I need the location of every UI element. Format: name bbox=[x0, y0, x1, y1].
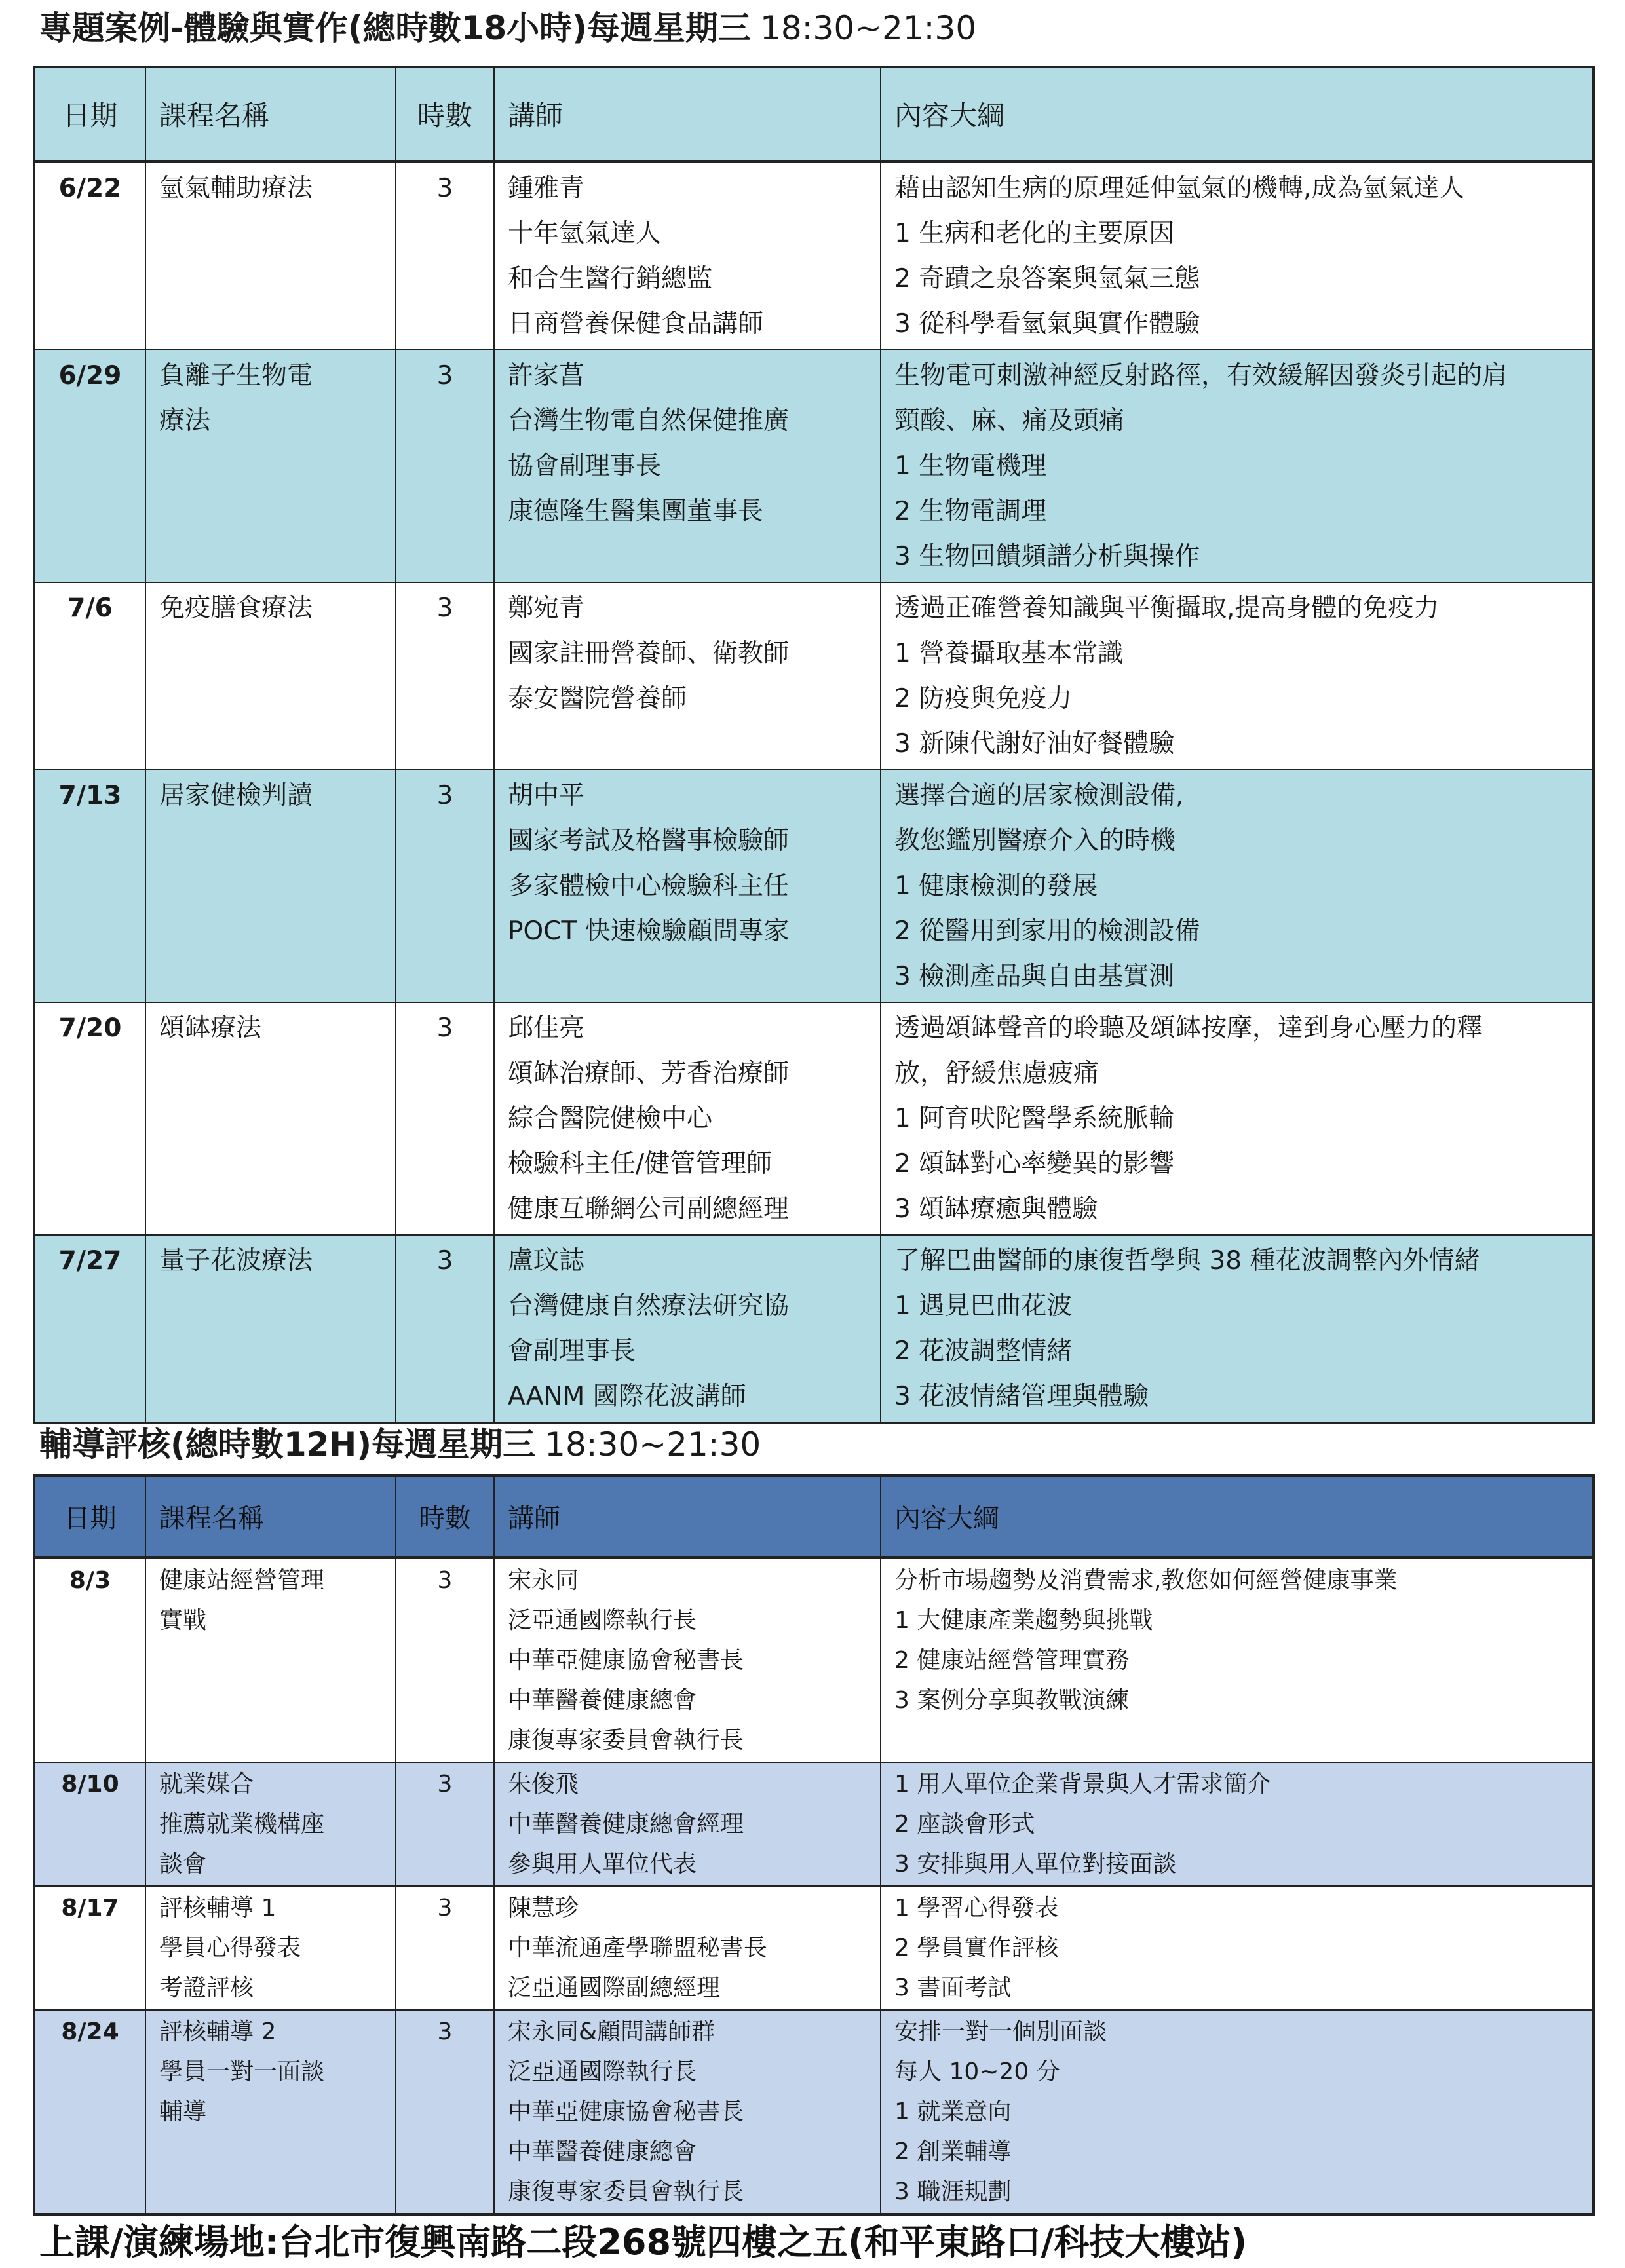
date-cell: 7/13 bbox=[34, 770, 145, 1002]
date-cell: 7/27 bbox=[34, 1235, 145, 1423]
instructor-cell-line: 胡中平 bbox=[508, 780, 585, 810]
hours-cell: 3 bbox=[396, 1762, 494, 1886]
outline-cell-line: 分析市場趨勢及消費需求,教您如何經營健康事業 bbox=[894, 1566, 1398, 1594]
date-cell: 8/3 bbox=[34, 1557, 145, 1762]
table-1-body bbox=[34, 161, 1594, 1423]
instructor-cell-line: 許家菖 bbox=[508, 360, 585, 390]
outline-cell-line: 頸酸、麻、痛及頭痛 bbox=[894, 406, 1125, 436]
course-cell-line: 推薦就業機構座 bbox=[159, 1810, 325, 1838]
outline-cell-line: 教您鑑別醫療介入的時機 bbox=[894, 825, 1176, 856]
course-cell bbox=[145, 161, 396, 350]
course-cell-line: 考證評核 bbox=[159, 1974, 254, 2001]
outline-cell bbox=[881, 350, 1594, 582]
outline-cell-line: 3 檢測產品與自由基實測 bbox=[894, 961, 1175, 991]
outline-cell-line: 1 生病和老化的主要原因 bbox=[894, 218, 1175, 248]
course-cell bbox=[145, 1235, 396, 1423]
outline-cell-line: 1 用人單位企業背景與人才需求簡介 bbox=[894, 1770, 1271, 1798]
course-cell-line: 健康站經營管理 bbox=[159, 1566, 325, 1594]
outline-cell-line: 透過頌缽聲音的聆聽及頌缽按摩，達到身心壓力的釋 bbox=[894, 1013, 1483, 1043]
outline-cell-line: 安排一對一個別面談 bbox=[894, 2018, 1107, 2045]
outline-cell-line: 1 就業意向 bbox=[894, 2098, 1012, 2125]
instructor-cell-line: 宋永同 bbox=[508, 1566, 579, 1594]
course-cell-line: 評核輔導 2 bbox=[159, 2018, 277, 2045]
course-cell-line: 居家健檢判讀 bbox=[159, 780, 313, 810]
instructor-cell-line: 邱佳亮 bbox=[508, 1013, 585, 1043]
hours-cell: 3 bbox=[396, 2010, 494, 2214]
table-row bbox=[34, 1002, 1594, 1235]
instructor-cell-line: 綜合醫院健檢中心 bbox=[508, 1103, 713, 1133]
instructor-cell-line: 鍾雅青 bbox=[508, 173, 585, 203]
date-cell: 8/24 bbox=[34, 2010, 145, 2214]
instructor-cell bbox=[494, 350, 881, 582]
outline-cell-line: 3 頌缽療癒與體驗 bbox=[894, 1194, 1098, 1224]
outline-cell-line: 1 阿育吠陀醫學系統脈輪 bbox=[894, 1103, 1175, 1133]
date-cell: 6/29 bbox=[34, 350, 145, 582]
hours-cell: 3 bbox=[396, 161, 494, 350]
header-date: 日期 bbox=[34, 67, 145, 161]
course-cell bbox=[145, 1762, 396, 1886]
outline-cell bbox=[881, 770, 1594, 1002]
header-date: 日期 bbox=[34, 1475, 145, 1557]
outline-cell-line: 3 新陳代謝好油好餐體驗 bbox=[894, 728, 1175, 759]
header-outline: 內容大綱 bbox=[881, 67, 1594, 161]
instructor-cell-line: 泛亞通國際執行長 bbox=[508, 2058, 697, 2085]
instructor-cell-line: 中華醫養健康總會經理 bbox=[508, 1810, 744, 1838]
instructor-cell-line: 康德隆生醫集團董事長 bbox=[508, 496, 764, 526]
outline-cell bbox=[881, 2010, 1594, 2214]
outline-cell-line: 透過正確營養知識與平衡攝取,提高身體的免疫力 bbox=[894, 593, 1440, 623]
table-2-body bbox=[34, 1557, 1594, 2214]
header-hours: 時數 bbox=[396, 1475, 494, 1557]
outline-cell-line: 3 書面考試 bbox=[894, 1974, 1012, 2001]
outline-cell-line: 3 職涯規劃 bbox=[894, 2178, 1012, 2205]
date-cell: 7/20 bbox=[34, 1002, 145, 1235]
outline-cell-line: 2 防疫與免疫力 bbox=[894, 683, 1073, 713]
table-row bbox=[34, 2010, 1594, 2214]
instructor-cell bbox=[494, 1235, 881, 1423]
course-cell-line: 頌缽療法 bbox=[159, 1013, 262, 1043]
hours-cell: 3 bbox=[396, 1886, 494, 2010]
course-cell-line: 氫氣輔助療法 bbox=[159, 173, 313, 203]
instructor-cell-line: 泛亞通國際副總經理 bbox=[508, 1974, 721, 2001]
instructor-cell-line: 檢驗科主任/健管管理師 bbox=[508, 1148, 773, 1179]
outline-cell-line: 3 花波情緒管理與體驗 bbox=[894, 1381, 1149, 1411]
outline-cell-line: 2 從醫用到家用的檢測設備 bbox=[894, 916, 1200, 946]
header-course: 課程名稱 bbox=[145, 1475, 396, 1557]
section2-time: 18:30~21:30 bbox=[545, 1426, 761, 1464]
instructor-cell-line: 鄭宛青 bbox=[508, 593, 585, 623]
outline-cell bbox=[881, 1886, 1594, 2010]
outline-cell-line: 2 健康站經營管理實務 bbox=[894, 1646, 1130, 1674]
table-row bbox=[34, 582, 1594, 770]
instructor-cell-line: 陳慧珍 bbox=[508, 1894, 579, 1921]
hours-cell: 3 bbox=[396, 582, 494, 770]
instructor-cell-line: 泰安醫院營養師 bbox=[508, 683, 687, 713]
outline-cell-line: 2 學員實作評核 bbox=[894, 1934, 1059, 1961]
instructor-cell-line: 朱俊飛 bbox=[508, 1770, 579, 1798]
section2-title bbox=[39, 1426, 761, 1464]
instructor-cell-line: AANM 國際花波講師 bbox=[508, 1381, 746, 1411]
course-cell-line: 療法 bbox=[159, 406, 211, 436]
instructor-cell-line: 協會副理事長 bbox=[508, 451, 662, 481]
instructor-cell-line: 宋永同&顧問講師群 bbox=[508, 2018, 716, 2045]
table-row bbox=[34, 350, 1594, 582]
instructor-cell-line: 頌缽治療師、芳香治療師 bbox=[508, 1058, 790, 1088]
course-cell-line: 談會 bbox=[159, 1850, 207, 1878]
instructor-cell-line: 泛亞通國際執行長 bbox=[508, 1606, 697, 1634]
course-cell-line: 學員一對一面談 bbox=[159, 2058, 325, 2085]
course-cell-line: 就業媒合 bbox=[159, 1770, 254, 1798]
instructor-cell-line: 康復專家委員會執行長 bbox=[508, 2178, 744, 2205]
outline-cell-line: 1 營養攝取基本常識 bbox=[894, 638, 1124, 668]
header-course: 課程名稱 bbox=[145, 67, 396, 161]
outline-cell-line: 3 從科學看氫氣與實作體驗 bbox=[894, 309, 1200, 339]
date-cell: 8/10 bbox=[34, 1762, 145, 1886]
instructor-cell bbox=[494, 1557, 881, 1762]
section1-title-text: 專題案例-體驗與實作(總時數18小時)每週星期三 bbox=[39, 9, 752, 47]
date-cell: 6/22 bbox=[34, 161, 145, 350]
outline-cell-line: 1 生物電機理 bbox=[894, 451, 1047, 481]
course-cell-line: 評核輔導 1 bbox=[159, 1894, 277, 1921]
outline-cell-line: 1 遇見巴曲花波 bbox=[894, 1291, 1073, 1321]
outline-cell-line: 選擇合適的居家檢測設備, bbox=[894, 780, 1184, 810]
instructor-cell-line: 國家考試及格醫事檢驗師 bbox=[508, 825, 790, 856]
course-cell bbox=[145, 350, 396, 582]
instructor-cell-line: 國家註冊營養師、衛教師 bbox=[508, 638, 790, 668]
outline-cell-line: 3 案例分享與教戰演練 bbox=[894, 1686, 1130, 1714]
instructor-cell bbox=[494, 1002, 881, 1235]
instructor-cell bbox=[494, 582, 881, 770]
course-table-1 bbox=[33, 66, 1595, 1424]
date-cell: 8/17 bbox=[34, 1886, 145, 2010]
instructor-cell bbox=[494, 1762, 881, 1886]
outline-cell bbox=[881, 1002, 1594, 1235]
course-cell-line: 量子花波療法 bbox=[159, 1245, 313, 1276]
instructor-cell-line: 中華醫養健康總會 bbox=[508, 1686, 697, 1714]
course-cell-line: 實戰 bbox=[159, 1606, 207, 1634]
instructor-cell bbox=[494, 161, 881, 350]
outline-cell-line: 2 創業輔導 bbox=[894, 2138, 1012, 2165]
instructor-cell-line: 會副理事長 bbox=[508, 1336, 636, 1366]
course-cell-line: 輔導 bbox=[159, 2098, 207, 2125]
instructor-cell-line: 中華亞健康協會秘書長 bbox=[508, 1646, 744, 1674]
outline-cell bbox=[881, 1557, 1594, 1762]
outline-cell bbox=[881, 582, 1594, 770]
instructor-cell-line: 參與用人單位代表 bbox=[508, 1850, 697, 1878]
outline-cell-line: 3 生物回饋頻譜分析與操作 bbox=[894, 541, 1200, 571]
hours-cell: 3 bbox=[396, 1002, 494, 1235]
table-header-row bbox=[34, 67, 1594, 161]
instructor-cell-line: 日商營養保健食品講師 bbox=[508, 309, 764, 339]
date-cell: 7/6 bbox=[34, 582, 145, 770]
course-cell-line: 免疫膳食療法 bbox=[159, 593, 313, 623]
outline-cell-line: 2 座談會形式 bbox=[894, 1810, 1035, 1838]
instructor-cell-line: 台灣生物電自然保健推廣 bbox=[508, 406, 790, 436]
outline-cell-line: 3 安排與用人單位對接面談 bbox=[894, 1850, 1177, 1878]
instructor-cell-line: 十年氫氣達人 bbox=[508, 218, 662, 248]
instructor-cell-line: 中華流通產學聯盟秘書長 bbox=[508, 1934, 768, 1961]
outline-cell-line: 1 學習心得發表 bbox=[894, 1894, 1059, 1921]
table-row bbox=[34, 1762, 1594, 1886]
venue-footer: 上課/演練場地:台北市復興南路二段268號四樓之五(和平東路口/科技大樓站) bbox=[39, 2221, 1248, 2263]
instructor-cell bbox=[494, 2010, 881, 2214]
course-cell bbox=[145, 1002, 396, 1235]
course-table-2 bbox=[33, 1474, 1595, 2216]
instructor-cell-line: 台灣健康自然療法研究協 bbox=[508, 1291, 790, 1321]
header-instructor: 講師 bbox=[494, 1475, 881, 1557]
section2-title-text: 輔導評核(總時數12H)每週星期三 bbox=[39, 1426, 536, 1464]
outline-cell bbox=[881, 1762, 1594, 1886]
instructor-cell-line: 中華醫養健康總會 bbox=[508, 2138, 697, 2165]
instructor-cell-line: 多家體檢中心檢驗科主任 bbox=[508, 871, 790, 901]
course-cell bbox=[145, 1557, 396, 1762]
hours-cell: 3 bbox=[396, 1235, 494, 1423]
outline-cell-line: 1 健康檢測的發展 bbox=[894, 871, 1098, 901]
course-cell bbox=[145, 582, 396, 770]
course-cell bbox=[145, 1886, 396, 2010]
outline-cell-line: 2 生物電調理 bbox=[894, 496, 1047, 526]
course-cell-line: 負離子生物電 bbox=[159, 360, 313, 390]
course-cell bbox=[145, 2010, 396, 2214]
header-hours: 時數 bbox=[396, 67, 494, 161]
outline-cell-line: 1 大健康產業趨勢與挑戰 bbox=[894, 1606, 1153, 1634]
course-cell bbox=[145, 770, 396, 1002]
table-row bbox=[34, 1886, 1594, 2010]
table-row bbox=[34, 770, 1594, 1002]
instructor-cell bbox=[494, 770, 881, 1002]
outline-cell-line: 2 頌缽對心率變異的影響 bbox=[894, 1148, 1175, 1179]
section1-time: 18:30~21:30 bbox=[760, 9, 977, 47]
table-row bbox=[34, 161, 1594, 350]
outline-cell-line: 放，舒緩焦慮疲痛 bbox=[894, 1058, 1099, 1088]
instructor-cell-line: 康復專家委員會執行長 bbox=[508, 1726, 744, 1754]
instructor-cell-line: 盧玟誌 bbox=[508, 1245, 585, 1276]
outline-cell-line: 每人 10~20 分 bbox=[894, 2058, 1060, 2085]
instructor-cell bbox=[494, 1886, 881, 2010]
header-outline: 內容大綱 bbox=[881, 1475, 1594, 1557]
hours-cell: 3 bbox=[396, 350, 494, 582]
outline-cell-line: 藉由認知生病的原理延伸氫氣的機轉,成為氫氣達人 bbox=[894, 173, 1465, 203]
hours-cell: 3 bbox=[396, 770, 494, 1002]
table-header-row bbox=[34, 1475, 1594, 1557]
outline-cell-line: 2 奇蹟之泉答案與氫氣三態 bbox=[894, 263, 1200, 293]
outline-cell-line: 2 花波調整情緒 bbox=[894, 1336, 1073, 1366]
section1-title bbox=[39, 9, 977, 47]
instructor-cell-line: 健康互聯網公司副總經理 bbox=[508, 1194, 790, 1224]
outline-cell bbox=[881, 161, 1594, 350]
instructor-cell-line: 和合生醫行銷總監 bbox=[508, 263, 713, 293]
course-cell-line: 學員心得發表 bbox=[159, 1934, 301, 1961]
header-instructor: 講師 bbox=[494, 67, 881, 161]
table-row bbox=[34, 1235, 1594, 1423]
outline-cell bbox=[881, 1235, 1594, 1423]
table-row bbox=[34, 1557, 1594, 1762]
outline-cell-line: 生物電可刺激神經反射路徑，有效緩解因發炎引起的肩 bbox=[894, 360, 1508, 390]
instructor-cell-line: POCT 快速檢驗顧問專家 bbox=[508, 916, 790, 946]
hours-cell: 3 bbox=[396, 1557, 494, 1762]
instructor-cell-line: 中華亞健康協會秘書長 bbox=[508, 2098, 744, 2125]
outline-cell-line: 了解巴曲醫師的康復哲學與 38 種花波調整內外情緒 bbox=[894, 1245, 1480, 1276]
